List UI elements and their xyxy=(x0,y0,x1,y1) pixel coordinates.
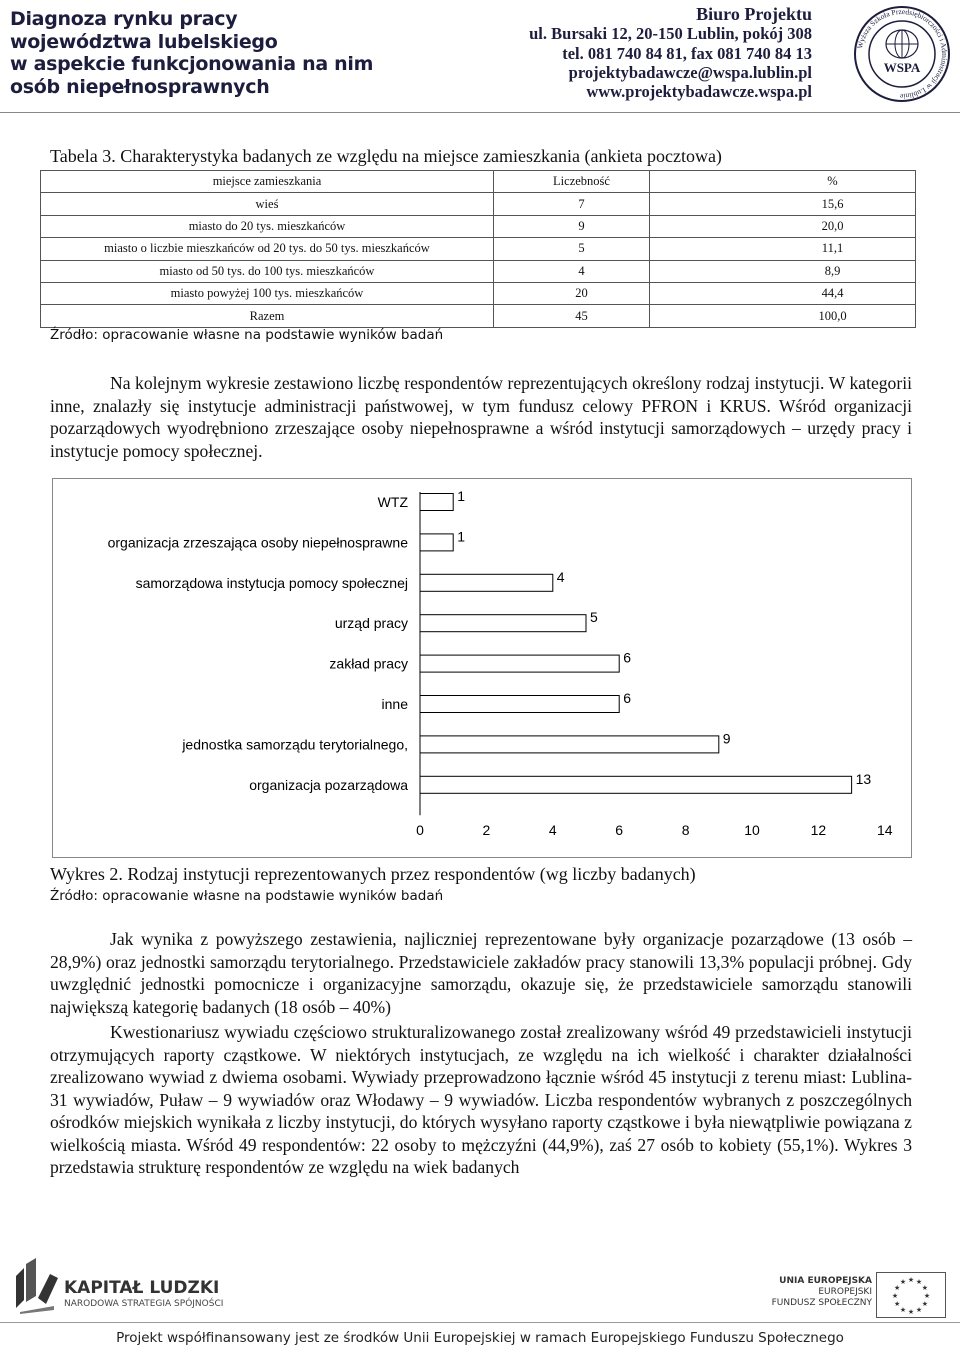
cell-percent: 8,9 xyxy=(650,260,916,282)
category-label: organizacja pozarządowa xyxy=(249,776,408,793)
chart-canvas xyxy=(53,479,911,857)
x-tick-label: 6 xyxy=(615,822,624,838)
cell-place: Razem xyxy=(41,305,494,327)
header-count: Liczebność xyxy=(494,171,650,193)
office-website: www.projektybadawcze.wspa.pl xyxy=(586,82,812,102)
bar xyxy=(420,534,453,551)
cell-place: miasto do 20 tys. mieszkańców xyxy=(41,215,494,237)
table-row xyxy=(41,215,916,237)
cell-count: 4 xyxy=(494,260,650,282)
x-tick-label: 4 xyxy=(548,822,557,838)
paragraph-1 xyxy=(50,372,912,462)
office-title: Biuro Projektu xyxy=(696,4,812,24)
header-percent: % xyxy=(650,171,916,193)
eu-star-icon: ★ xyxy=(921,1284,928,1292)
eu-star-icon: ★ xyxy=(907,1276,915,1284)
paragraph-2 xyxy=(50,928,912,1018)
eu-star-icon: ★ xyxy=(894,1300,901,1308)
data-label: 1 xyxy=(457,488,465,504)
institution-bar-chart xyxy=(52,478,912,858)
project-office-block xyxy=(529,5,812,101)
paragraph-2-text: Jak wynika z powyższego zestawienia, najliczniej reprezentowane były organizacje pozarządowe (13 osób – 28,9%) oraz jednostki samorządu terytorialnego. Przedstawiciele zakładów pracy stanowili 13,3% populacji próbnej. Gdy uwzględnić jednostki pomocnicze i organizacyjne samorządu, okazuje się, że przedstawiciele samorządu stanowili największą kategorię badanych (18 osób – 40%) xyxy=(50,929,912,1017)
table-row xyxy=(41,260,916,282)
kapital-ludzki-icon xyxy=(10,1258,62,1314)
cell-percent: 11,1 xyxy=(650,238,916,260)
category-label: organizacja zrzeszająca osoby niepełnosprawne xyxy=(107,534,408,551)
category-label: inne xyxy=(381,696,408,712)
cell-count: 20 xyxy=(494,282,650,304)
svg-text:Wyższa Szkoła Przedsiębiorczoś: Wyższa Szkoła Przedsiębiorczości i Administracji w Lublinie xyxy=(855,6,950,102)
x-tick-label: 8 xyxy=(681,822,690,838)
eu-star-icon: ★ xyxy=(899,1305,907,1314)
title-line-1: Diagnoza rynku pracy xyxy=(10,8,238,30)
data-label: 4 xyxy=(556,568,565,585)
cell-percent: 44,4 xyxy=(650,282,916,304)
header-divider xyxy=(0,112,960,113)
bar xyxy=(420,615,586,632)
cell-place: miasto od 50 tys. do 100 tys. mieszkańców xyxy=(41,260,494,282)
cell-percent: 100,0 xyxy=(650,305,916,327)
title-line-3: w aspekcie funkcjonowania na nim xyxy=(10,53,374,75)
data-label: 5 xyxy=(590,609,598,626)
eu-star-icon: ★ xyxy=(899,1278,907,1287)
data-label: 6 xyxy=(623,690,631,706)
data-label: 13 xyxy=(855,770,872,787)
bar xyxy=(420,574,553,591)
eu-text xyxy=(772,1276,872,1309)
title-line-2: województwa lubelskiego xyxy=(10,30,278,53)
cell-percent: 15,6 xyxy=(650,193,916,215)
bar xyxy=(420,736,719,753)
eu-logo xyxy=(760,1272,950,1322)
eu-sub2: FUNDUSZ SPOŁECZNY xyxy=(771,1298,872,1308)
category-label: zakład pracy xyxy=(329,655,408,672)
cell-place: miasto o liczbie mieszkańców od 20 tys. do 50 tys. mieszkańców xyxy=(41,238,494,260)
x-tick-label: 0 xyxy=(416,822,424,838)
figure-source: Źródło: opracowanie własne na podstawie wyników badań xyxy=(50,888,444,904)
paragraph-1-text: Na kolejnym wykresie zestawiono liczbę respondentów reprezentujących określony rodzaj instytucji. W kategorii inne, znalazły się instytucje administracji państwowej, w tym fundusz celowy PFRON i KRUS. Wśród organizacji pozarządowych wyodrębniono zrzeszające osoby niepełnosprawne a wśród instytucji samorządowych – urzędy pracy i instytucje pomocy społecznej. xyxy=(50,373,912,461)
bar xyxy=(420,494,453,511)
category-label: urząd pracy xyxy=(334,615,408,632)
eu-title: UNIA EUROPEJSKA xyxy=(779,1276,872,1286)
eu-star-icon: ★ xyxy=(907,1308,915,1316)
wspa-seal-logo xyxy=(852,4,952,104)
table-row xyxy=(41,238,916,260)
bar xyxy=(420,655,619,672)
office-email: projektybadawcze@wspa.lublin.pl xyxy=(568,62,812,82)
x-tick-label: 10 xyxy=(744,822,760,838)
cell-count: 9 xyxy=(494,215,650,237)
cell-count: 7 xyxy=(494,193,650,215)
category-label: WTZ xyxy=(377,494,408,510)
eu-star-icon: ★ xyxy=(894,1284,901,1292)
kl-title: KAPITAŁ LUDZKI xyxy=(64,1278,220,1298)
title-line-4: osób niepełnosprawnych xyxy=(10,75,270,98)
eu-sub1: EUROPEJSKI xyxy=(818,1287,872,1297)
office-address: ul. Bursaki 12, 20-150 Lublin, pokój 308 xyxy=(529,24,812,44)
x-tick-label: 2 xyxy=(482,822,491,838)
paragraph-3 xyxy=(50,1021,912,1179)
cell-count: 5 xyxy=(494,238,650,260)
table-source: Źródło: opracowanie własne na podstawie wyników badań xyxy=(50,327,444,343)
data-label: 1 xyxy=(457,528,465,545)
bar xyxy=(420,776,852,793)
eu-flag-icon xyxy=(876,1272,946,1318)
footer-cofinancing-text: Projekt współfinansowany jest ze środków Unii Europejskiej w ramach Europejskiego Funduszu Społecznego xyxy=(116,1330,844,1346)
header-place: miejsce zamieszkania xyxy=(41,171,494,193)
data-label: 9 xyxy=(722,730,731,747)
table-row xyxy=(41,282,916,304)
category-label: jednostka samorządu terytorialnego, xyxy=(182,736,408,753)
cell-place: miasto powyżej 100 tys. mieszkańców xyxy=(41,282,494,304)
eu-star-icon: ★ xyxy=(923,1292,931,1300)
residence-table xyxy=(40,170,916,328)
data-label: 6 xyxy=(623,649,631,666)
paragraph-3-text: Kwestionariusz wywiadu częściowo strukturalizowanego został zrealizowany wśród 49 przedstawicieli instytucji otrzymujących raporty cząstkowe. W niektórych instytucjach, ze względu na ich wielkość i charakter działalności zrealizowano wywiad z dwiema osobami. Wywiady przeprowadzono łącznie wśród 45 instytucji z terenu miast: Lublina- 31 wywiadów, Puław – 9 wywiadów oraz Włodawy – 9 wywiadów. Liczba respondentów wybranych z poszczególnych ośrodków miejskich wynikała z liczby instytucji, do których wysyłano raporty cząstkowe i była niewątpliwie powiązana z wielkością miasta. Wśród 49 respondentów: 22 osoby to mężczyźni (44,9%), zaś 27 osób to kobiety (55,1%). Wykres 3 przedstawia strukturę respondentów ze względu na wiek badanych xyxy=(50,1022,912,1177)
eu-star-icon: ★ xyxy=(915,1305,923,1314)
cell-percent: 20,0 xyxy=(650,215,916,237)
table-caption: Tabela 3. Charakterystyka badanych ze względu na miejsce zamieszkania (ankieta pocztowa) xyxy=(50,146,722,166)
eu-star-icon: ★ xyxy=(921,1300,928,1308)
table-row xyxy=(41,193,916,215)
bar xyxy=(420,696,619,713)
office-phone: tel. 081 740 84 81, fax 081 740 84 13 xyxy=(562,43,812,63)
x-tick-label: 12 xyxy=(810,822,827,838)
category-label: samorządowa instytucja pomocy społecznej xyxy=(135,574,408,591)
table-header-row xyxy=(41,171,916,193)
figure-caption: Wykres 2. Rodzaj instytucji reprezentowanych przez respondentów (wg liczby badanych) xyxy=(50,864,696,884)
kl-subtitle: NARODOWA STRATEGIA SPÓJNOŚCI xyxy=(64,1299,224,1309)
footer-divider xyxy=(0,1322,960,1323)
eu-star-icon: ★ xyxy=(915,1278,923,1287)
table-total-row xyxy=(41,305,916,327)
eu-star-icon: ★ xyxy=(891,1292,899,1300)
cell-place: wieś xyxy=(41,193,494,215)
cell-count: 45 xyxy=(494,305,650,327)
svg-text:WSPA: WSPA xyxy=(883,60,921,75)
x-tick-label: 14 xyxy=(877,822,893,838)
document-title-block xyxy=(10,8,373,98)
